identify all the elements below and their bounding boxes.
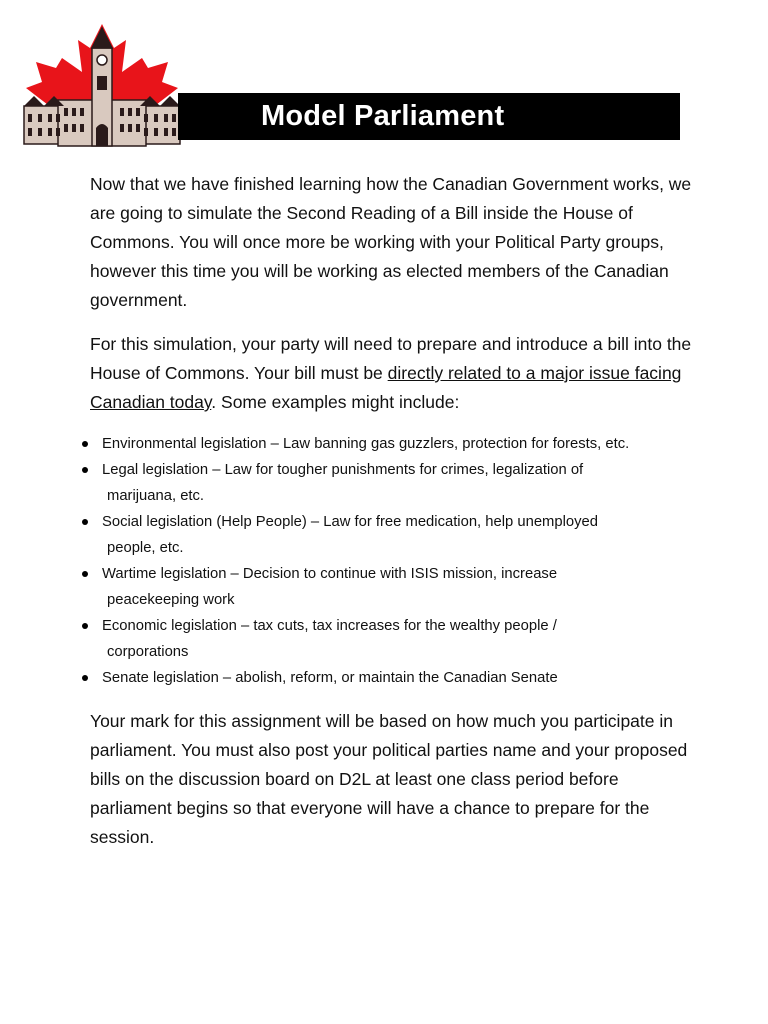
bullet-icon [82,519,88,525]
bullet-icon [82,675,88,681]
list-item [79,431,679,457]
bullet-icon [82,467,88,473]
list-item-text: Senate legislation – abolish, reform, or maintain the Canadian Senate [102,670,558,686]
list-item-continuation: marijuana, etc. [107,488,205,504]
list-item [79,457,679,509]
list-item-text: Environmental legislation – Law banning gas guzzlers, protection for forests, etc. [102,436,630,452]
simulation-tail-text: . Some examples might include: [211,392,460,412]
list-item [79,561,679,613]
examples-list [79,431,679,691]
list-item [79,613,679,665]
list-item-text: Wartime legislation – Decision to continue with ISIS mission, increase [102,566,558,582]
list-item-continuation: corporations [107,644,189,660]
list-item-text: Social legislation (Help People) – Law for free medication, help unemployed [102,514,598,530]
marking-paragraph: Your mark for this assignment will be based on how much you participate in parliament. You must also post your political parties name and your proposed bills on the discussion board on D2L at least one class period before parliament begins so that everyone will have a chance to prepare for the session. [90,711,688,847]
simulation-lead-text: For this simulation, your party will need to prepare and introduce a bill into the House of Commons. Your bill must be [90,334,692,383]
underlined-requirement: directly related to a major issue facing Canadian today [90,363,682,412]
bullet-icon [82,441,88,447]
list-item-continuation: peacekeeping work [107,592,235,608]
list-item-text: Economic legislation – tax cuts, tax increases for the wealthy people / [102,618,557,634]
list-item [79,509,679,561]
document-body [90,170,700,852]
title-bar [178,93,680,140]
maple-leaf-parliament-icon [18,22,186,154]
list-item [79,665,679,691]
page-title: Model Parliament [261,100,505,132]
bullet-icon [82,623,88,629]
simulation-paragraph [90,330,700,417]
list-item-continuation: people, etc. [107,540,184,556]
bullet-icon [82,571,88,577]
list-item-text: Legal legislation – Law for tougher punishments for crimes, legalization of [102,462,584,478]
intro-paragraph: Now that we have finished learning how the Canadian Government works, we are going to simulate the Second Reading of a Bill inside the House of Commons. You will once more be working with your Political Party groups, however this time you will be working as elected members of the Canadian government. [90,174,692,310]
